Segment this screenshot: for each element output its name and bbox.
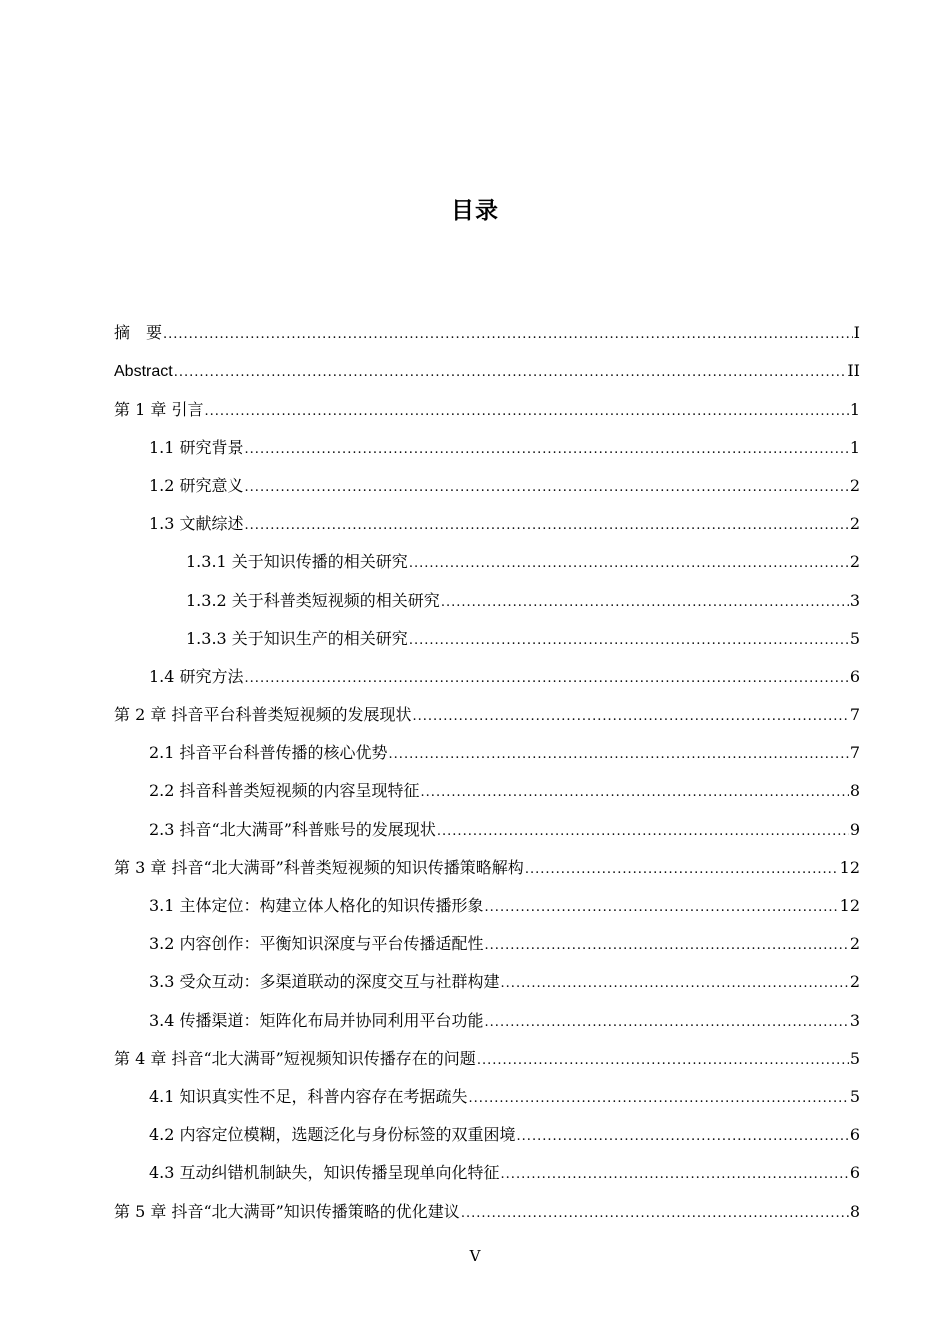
toc-entry-page-number: 8	[849, 781, 860, 801]
toc-entry-label: 第 3 章 抖音“北大满哥”科普类短视频的知识传播策略解构	[114, 857, 524, 877]
toc-entry-label: 3.3 受众互动：多渠道联动的深度交互与社群构建	[149, 972, 500, 992]
toc-entry-page-number: 9	[849, 819, 860, 839]
toc-entry[interactable]	[0, 772, 950, 810]
toc-entry[interactable]	[0, 429, 950, 467]
toc-entry[interactable]	[0, 1192, 950, 1230]
toc-dot-leader	[204, 404, 848, 419]
toc-entry[interactable]	[0, 1001, 950, 1039]
toc-entry[interactable]	[0, 352, 950, 390]
toc-dot-leader	[469, 1091, 849, 1106]
toc-entry-page-number: 1	[849, 399, 860, 419]
toc-entry-page-number: 2	[849, 552, 860, 572]
toc-dot-leader	[441, 595, 849, 610]
toc-entry-label: 第 4 章 抖音“北大满哥”短视频知识传播存在的问题	[114, 1048, 476, 1068]
toc-entry-label: 1.3 文献综述	[149, 514, 244, 534]
toc-entry-label: 1.2 研究意义	[149, 475, 244, 495]
toc-entry-label: 3.2 内容创作：平衡知识深度与平台传播适配性	[149, 934, 484, 954]
toc-entry[interactable]	[0, 887, 950, 925]
toc-dot-leader	[245, 671, 849, 686]
toc-entry-label: 3.4 传播渠道：矩阵化布局并协同利用平台功能	[149, 1010, 484, 1030]
toc-entry-page-number: 6	[849, 666, 860, 686]
toc-entry-page-number: 6	[849, 1163, 860, 1183]
toc-dot-leader	[437, 824, 849, 839]
toc-entry-page-number: 2	[849, 475, 860, 495]
toc-dot-leader	[421, 785, 849, 800]
page-title: 目录	[451, 198, 499, 224]
toc-entry[interactable]	[0, 1040, 950, 1078]
toc-dot-leader	[409, 556, 849, 571]
toc-dot-leader	[477, 1053, 849, 1068]
toc-dot-leader	[525, 862, 839, 877]
toc-dot-leader	[174, 365, 847, 380]
toc-dot-leader	[485, 938, 849, 953]
toc-entry[interactable]	[0, 505, 950, 543]
toc-entry-page-number: 2	[849, 514, 860, 534]
toc-entry-label: 4.1 知识真实性不足，科普内容存在考据疏失	[149, 1086, 468, 1106]
toc-entry-label: 1.3.2 关于科普类短视频的相关研究	[186, 590, 440, 610]
toc-entry[interactable]	[0, 696, 950, 734]
toc-dot-leader	[245, 518, 849, 533]
toc-dot-leader	[501, 1167, 849, 1182]
toc-entry[interactable]	[0, 620, 950, 658]
toc-entry[interactable]	[0, 1078, 950, 1116]
toc-entry[interactable]	[0, 734, 950, 772]
toc-entry[interactable]	[0, 467, 950, 505]
toc-entry-page-number: 2	[849, 934, 860, 954]
toc-entry-label: 4.3 互动纠错机制缺失，知识传播呈现单向化特征	[149, 1163, 500, 1183]
toc-dot-leader	[245, 442, 849, 457]
toc-entry-page-number: 1	[849, 437, 860, 457]
toc-dot-leader	[517, 1129, 849, 1144]
toc-entry-label: 第 5 章 抖音“北大满哥”知识传播策略的优化建议	[114, 1201, 460, 1221]
toc-entry-label: 3.1 主体定位：构建立体人格化的知识传播形象	[149, 896, 484, 915]
toc-entry-page-number: 7	[849, 705, 860, 725]
toc-entry[interactable]	[0, 543, 950, 581]
toc-entry-page-number: 5	[849, 628, 860, 648]
page-number-footer: V	[469, 1247, 481, 1265]
toc-entry-page-number: II	[847, 361, 860, 381]
toc-dot-leader	[163, 327, 853, 342]
toc-entry-label: 第 1 章 引言	[114, 399, 204, 419]
toc-entry-label: 1.4 研究方法	[149, 666, 244, 686]
toc-dot-leader	[485, 900, 839, 915]
toc-entry-label: 2.1 抖音平台科普传播的核心优势	[149, 743, 388, 763]
toc-entry-page-number: 5	[849, 1048, 860, 1068]
toc-dot-leader	[389, 747, 849, 762]
toc-entry-page-number: 3	[849, 1010, 860, 1030]
toc-dot-leader	[245, 480, 849, 495]
toc-dot-leader	[409, 633, 849, 648]
toc-entry-label: 摘 要	[114, 323, 163, 343]
toc-entry-page-number: 7	[849, 743, 860, 763]
toc-entry-page-number: I	[853, 323, 860, 343]
toc-entry[interactable]	[0, 810, 950, 848]
toc-entry-label: 2.3 抖音“北大满哥”科普账号的发展现状	[149, 819, 436, 839]
toc-dot-leader	[501, 976, 849, 991]
toc-entry-label: 2.2 抖音科普类短视频的内容呈现特征	[149, 781, 420, 801]
toc-entry[interactable]	[0, 1116, 950, 1154]
toc-entry-page-number: 2	[849, 972, 860, 992]
toc-entry-page-number: 5	[849, 1086, 860, 1106]
toc-entry-label: 1.3.3 关于知识生产的相关研究	[186, 628, 408, 648]
toc-entry[interactable]	[0, 1154, 950, 1192]
toc-entry-label: 1.3.1 关于知识传播的相关研究	[186, 552, 408, 572]
table-of-contents	[0, 314, 950, 1231]
toc-entry[interactable]	[0, 658, 950, 696]
toc-entry[interactable]	[0, 581, 950, 619]
toc-entry-label: 第 2 章 抖音平台科普类短视频的发展现状	[114, 705, 412, 725]
toc-entry[interactable]	[0, 925, 950, 963]
toc-entry-label: 4.2 内容定位模糊，选题泛化与身份标签的双重困境	[149, 1125, 516, 1145]
toc-entry-page-number: 12	[839, 857, 860, 877]
toc-entry[interactable]	[0, 963, 950, 1001]
toc-entry[interactable]	[0, 314, 950, 352]
toc-entry-page-number: 6	[849, 1125, 860, 1145]
toc-entry-label: Abstract	[114, 363, 173, 381]
toc-entry-label: 1.1 研究背景	[149, 437, 244, 457]
toc-entry[interactable]	[0, 849, 950, 887]
toc-entry-page-number: 8	[849, 1201, 860, 1221]
toc-entry[interactable]	[0, 390, 950, 428]
toc-entry-page-number: 3	[849, 590, 860, 610]
toc-dot-leader	[485, 1015, 849, 1030]
toc-dot-leader	[461, 1206, 849, 1221]
toc-dot-leader	[412, 709, 848, 724]
toc-entry-page-number: 12	[839, 896, 860, 915]
